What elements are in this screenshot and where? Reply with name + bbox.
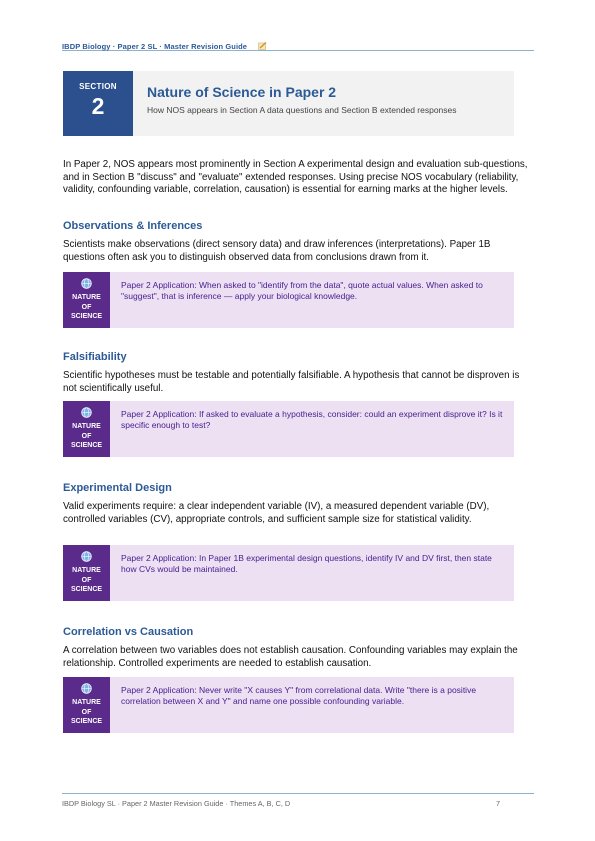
header-title: IBDP Biology · Paper 2 SL · Master Revision Guide (62, 42, 248, 51)
topic-heading: Observations & Inferences (63, 220, 203, 232)
section-label: SECTION (79, 82, 117, 91)
nos-tab-label: NATURE OF SCIENCE (70, 699, 103, 725)
nos-tab (63, 272, 110, 328)
topic-body: Scientists make observations (direct sensory data) and draw inferences (interpretations). Paper 1B questions often ask you to distinguish observed data from conclusions drawn from it. (63, 239, 491, 263)
nos-application-text: Paper 2 Application: In Paper 1B experimental design questions, identify IV and DV first, then state how CVs would be maintained. (121, 553, 492, 574)
globe-icon (81, 551, 92, 562)
nos-callout (63, 272, 514, 328)
section-banner (63, 71, 514, 136)
topic-heading: Experimental Design (63, 482, 172, 494)
nos-callout (63, 545, 514, 601)
page-footer (62, 793, 534, 808)
nos-application-text: Paper 2 Application: If asked to evaluate a hypothesis, consider: could an experiment disprove it? Is it specific enough to test? (121, 409, 503, 430)
section-subtitle: How NOS appears in Section A data questions and Section B extended responses (147, 105, 457, 115)
globe-icon (81, 407, 92, 418)
nos-tab (63, 545, 110, 601)
topic-heading: Falsifiability (63, 351, 127, 363)
nos-tab-label: NATURE OF SCIENCE (70, 294, 103, 320)
pencil-icon (258, 42, 267, 50)
nos-tab-label: NATURE OF SCIENCE (70, 567, 103, 593)
nos-tab (63, 677, 110, 733)
footer-text: IBDP Biology SL · Paper 2 Master Revision Guide · Themes A, B, C, D (62, 799, 291, 808)
topic-body: Scientific hypotheses must be testable and potentially falsifiable. A hypothesis that cannot be disproven is not scientifically useful. (63, 370, 520, 394)
nos-application-text: Paper 2 Application: Never write "X causes Y" from correlational data. Write "there is a positive correlation between X and Y" and name one possible confounding variable. (121, 685, 477, 706)
page-header (62, 36, 534, 51)
nos-application-text: Paper 2 Application: When asked to "identify from the data", quote actual values. When asked to "suggest", that is inference — apply your biological knowledge. (121, 280, 483, 301)
nos-tab-label: NATURE OF SCIENCE (70, 423, 103, 449)
section-title: Nature of Science in Paper 2 (147, 84, 337, 100)
nos-callout (63, 401, 514, 457)
nos-tab (63, 401, 110, 457)
globe-icon (81, 683, 92, 694)
section-number-box (63, 71, 133, 136)
topic-body: A correlation between two variables does not establish causation. Confounding variables may explain the relationship. Controlled experiments are needed to establish causation. (63, 645, 518, 669)
intro-paragraph: In Paper 2, NOS appears most prominently in Section A experimental design and evaluation sub-questions, and in Section B "discuss" and "evaluate" extended responses. Using precise NOS vocabulary (reliability, validity, confounding variable, correlation, causation) is essential for earning marks at the higher levels. (63, 159, 528, 196)
section-number: 2 (91, 93, 105, 119)
globe-icon (81, 278, 92, 289)
nos-callout (63, 677, 514, 733)
topic-body: Valid experiments require: a clear independent variable (IV), a measured dependent variable (DV), controlled variables (CV), appropriate controls, and sufficient sample size for statistical validity. (63, 501, 490, 525)
topic-heading: Correlation vs Causation (63, 626, 194, 638)
page-number: 7 (496, 799, 501, 808)
